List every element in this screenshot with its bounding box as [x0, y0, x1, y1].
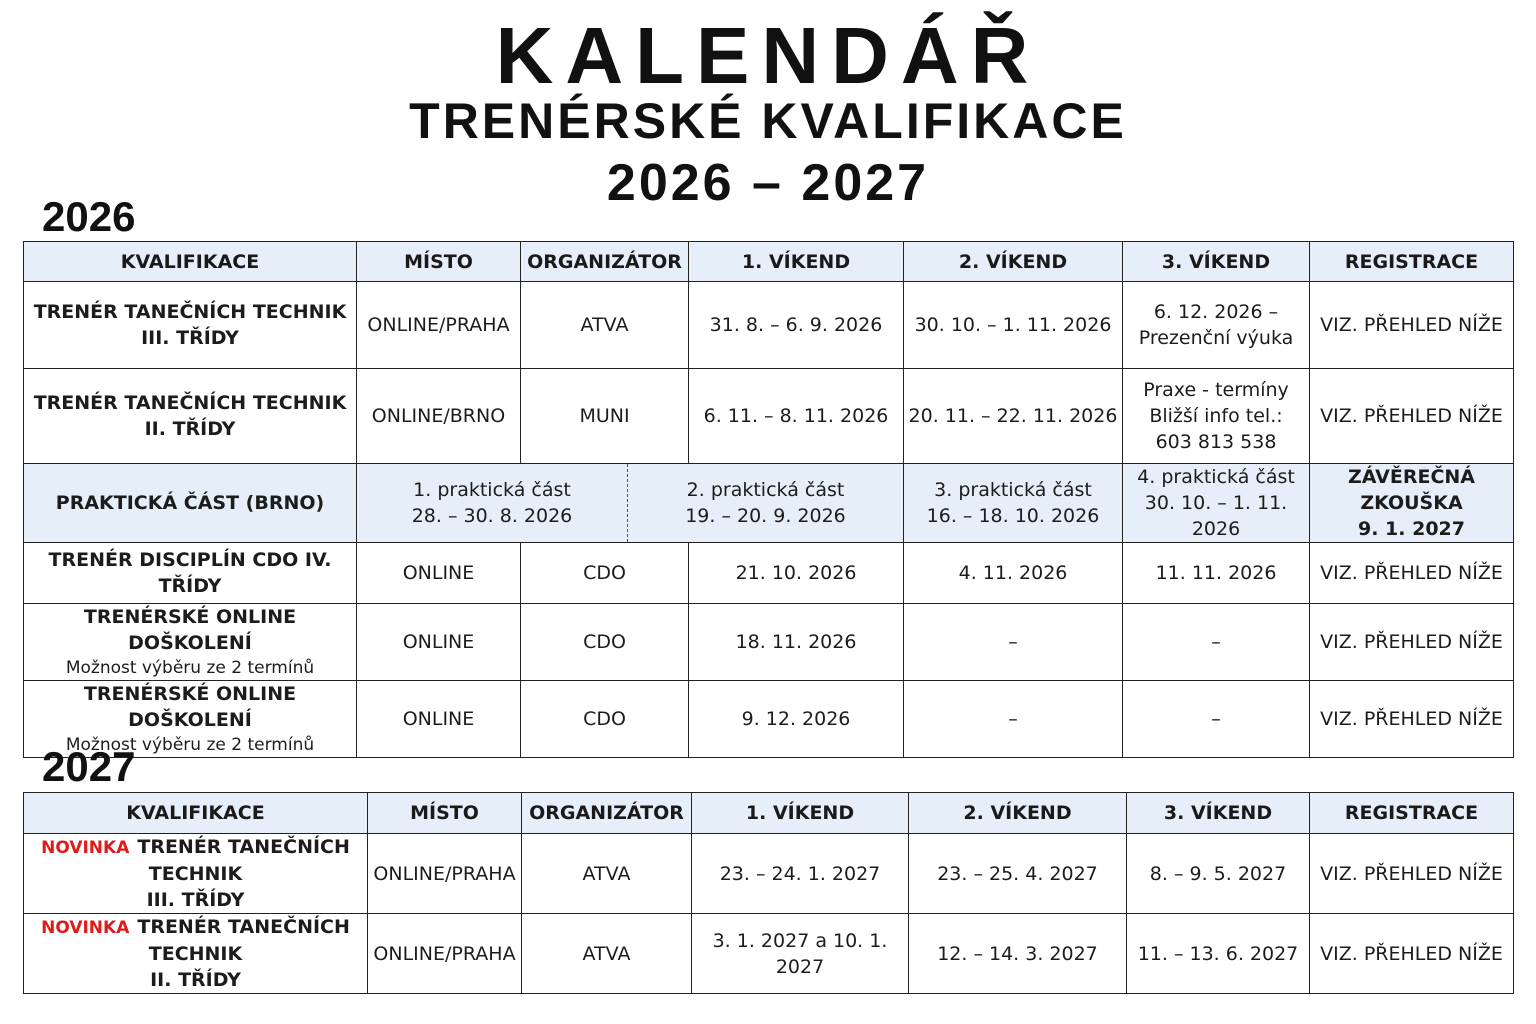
organizer-cell: CDO [521, 681, 689, 758]
page-title: KALENDÁŘ [495, 11, 1041, 100]
col-header-qualification: KVALIFIKACE [24, 242, 357, 282]
weekend-1-cell: 3. 1. 2027 a 10. 1. 2027 [692, 914, 909, 994]
place-cell: ONLINE [357, 681, 521, 758]
final-exam-label: ZÁVĚREČNÁ ZKOUŠKA [1347, 466, 1476, 514]
organizer-cell: MUNI [521, 369, 689, 464]
practical-part-1-date: 28. – 30. 8. 2026 [411, 505, 573, 527]
final-exam-date: 9. 1. 2027 [1358, 518, 1465, 540]
qualification-name: TRENÉRSKÉ ONLINE DOŠKOLENÍ [83, 683, 297, 731]
practical-part-4 [1123, 464, 1310, 543]
col-header-weekend-2: 2. VÍKEND [909, 793, 1127, 834]
col-header-place: MÍSTO [357, 242, 521, 282]
registration-cell: VIZ. PŘEHLED NÍŽE [1310, 369, 1514, 464]
practical-part-row [24, 464, 1514, 543]
organizer-cell: CDO [521, 543, 689, 604]
practical-part-2-date: 19. – 20. 9. 2026 [685, 505, 846, 527]
practical-part-1 [357, 464, 628, 543]
qualification-cell [24, 604, 357, 681]
weekend-2-cell: 23. – 25. 4. 2027 [909, 834, 1127, 914]
table-row [24, 681, 1514, 758]
organizer-cell: ATVA [522, 834, 692, 914]
qualification-name: TRENÉR TANEČNÍCH TECHNIK [137, 836, 350, 885]
practical-part-4-date: 30. 10. – 1. 11. 2026 [1144, 492, 1288, 540]
col-header-weekend-3: 3. VÍKEND [1127, 793, 1310, 834]
place-cell: ONLINE [357, 604, 521, 681]
col-header-weekend-1: 1. VÍKEND [689, 242, 904, 282]
qualification-name: TRENÉR TANEČNÍCH TECHNIK [33, 392, 347, 414]
table-row [24, 543, 1514, 604]
weekend-3-cell: 11. 11. 2026 [1123, 543, 1310, 604]
weekend-3-info: Bližší info tel.: [1149, 405, 1283, 427]
practical-part-title: PRAKTICKÁ ČÁST (BRNO) [24, 464, 357, 543]
qualification-cell [24, 282, 357, 369]
weekend-1-cell: 6. 11. – 8. 11. 2026 [689, 369, 904, 464]
col-header-qualification: KVALIFIKACE [24, 793, 368, 834]
place-cell: ONLINE/PRAHA [357, 282, 521, 369]
practical-part-4-label: 4. praktická část [1137, 466, 1295, 488]
qualification-cell [24, 914, 368, 994]
practical-part-3-label: 3. praktická část [934, 479, 1092, 501]
weekend-2-cell: 30. 10. – 1. 11. 2026 [904, 282, 1123, 369]
weekend-3-cell [1123, 282, 1310, 369]
col-header-organizer: ORGANIZÁTOR [522, 793, 692, 834]
qualification-name: TRENÉRSKÉ ONLINE DOŠKOLENÍ [83, 606, 297, 654]
qualification-class: III. TŘÍDY [146, 889, 245, 911]
table-row [24, 282, 1514, 369]
weekend-1-cell: 31. 8. – 6. 9. 2026 [689, 282, 904, 369]
table-row [24, 604, 1514, 681]
weekend-3-phone: 603 813 538 [1155, 431, 1277, 453]
organizer-cell: CDO [521, 604, 689, 681]
qualification-class: II. TŘÍDY [144, 418, 236, 440]
weekend-2-cell: 4. 11. 2026 [904, 543, 1123, 604]
col-header-registration: REGISTRACE [1310, 242, 1514, 282]
registration-cell: VIZ. PŘEHLED NÍŽE [1310, 681, 1514, 758]
col-header-weekend-3: 3. VÍKEND [1123, 242, 1310, 282]
col-header-weekend-1: 1. VÍKEND [692, 793, 909, 834]
qualification-cell: TRENÉR DISCIPLÍN CDO IV. TŘÍDY [24, 543, 357, 604]
qualification-cell [24, 834, 368, 914]
year-2027-label: 2027 [42, 743, 136, 790]
registration-cell: VIZ. PŘEHLED NÍŽE [1310, 604, 1514, 681]
table-row [24, 914, 1514, 994]
col-header-place: MÍSTO [368, 793, 522, 834]
table-row [24, 834, 1514, 914]
page-subtitle: TRENÉRSKÉ KVALIFIKACE [409, 93, 1127, 149]
weekend-2-cell: 12. – 14. 3. 2027 [909, 914, 1127, 994]
registration-cell: VIZ. PŘEHLED NÍŽE [1310, 543, 1514, 604]
qualification-class: II. TŘÍDY [150, 969, 241, 991]
qualification-name: TRENÉR TANEČNÍCH TECHNIK [137, 916, 350, 965]
registration-cell: VIZ. PŘEHLED NÍŽE [1310, 914, 1514, 994]
practical-part-1-label: 1. praktická část [413, 479, 571, 501]
place-cell: ONLINE/PRAHA [368, 914, 522, 994]
weekend-1-cell: 21. 10. 2026 [689, 543, 904, 604]
practical-part-3 [904, 464, 1123, 543]
col-header-organizer: ORGANIZÁTOR [521, 242, 689, 282]
weekend-3-note: Praxe - termíny [1143, 379, 1289, 401]
novinka-badge: NOVINKA [41, 838, 130, 858]
weekend-3-cell [1123, 369, 1310, 464]
weekend-3-note: Prezenční výuka [1138, 327, 1294, 349]
table-row [24, 369, 1514, 464]
organizer-cell: ATVA [521, 282, 689, 369]
practical-part-2-label: 2. praktická část [686, 479, 845, 501]
page-years: 2026 – 2027 [606, 154, 930, 212]
qualification-class: III. TŘÍDY [141, 327, 239, 349]
col-header-registration: REGISTRACE [1310, 793, 1514, 834]
table-header-row [24, 242, 1514, 282]
qualification-note: Možnost výběru ze 2 termínů [65, 658, 315, 678]
weekend-3-cell: – [1123, 681, 1310, 758]
registration-cell: VIZ. PŘEHLED NÍŽE [1310, 282, 1514, 369]
weekend-2-cell: 20. 11. – 22. 11. 2026 [904, 369, 1123, 464]
col-header-weekend-2: 2. VÍKEND [904, 242, 1123, 282]
year-2026-label: 2026 [42, 193, 136, 240]
table-header-row [24, 793, 1514, 834]
weekend-3-date: 6. 12. 2026 – [1153, 301, 1279, 323]
weekend-3-cell: – [1123, 604, 1310, 681]
weekend-1-cell: 23. – 24. 1. 2027 [692, 834, 909, 914]
qualification-name: TRENÉR TANEČNÍCH TECHNIK [33, 301, 347, 323]
table-2026 [23, 241, 1514, 758]
weekend-2-cell: – [904, 604, 1123, 681]
place-cell: ONLINE/BRNO [357, 369, 521, 464]
qualification-cell [24, 369, 357, 464]
weekend-3-cell: 8. – 9. 5. 2027 [1127, 834, 1310, 914]
practical-part-2 [628, 464, 904, 543]
weekend-2-cell: – [904, 681, 1123, 758]
qualification-note: Možnost výběru ze 2 termínů [65, 735, 315, 755]
weekend-1-cell: 9. 12. 2026 [689, 681, 904, 758]
weekend-3-cell: 11. – 13. 6. 2027 [1127, 914, 1310, 994]
place-cell: ONLINE/PRAHA [368, 834, 522, 914]
registration-cell: VIZ. PŘEHLED NÍŽE [1310, 834, 1514, 914]
place-cell: ONLINE [357, 543, 521, 604]
table-2027 [23, 792, 1514, 994]
practical-part-3-date: 16. – 18. 10. 2026 [926, 505, 1100, 527]
organizer-cell: ATVA [522, 914, 692, 994]
final-exam-cell [1310, 464, 1514, 543]
weekend-1-cell: 18. 11. 2026 [689, 604, 904, 681]
novinka-badge: NOVINKA [41, 918, 130, 938]
